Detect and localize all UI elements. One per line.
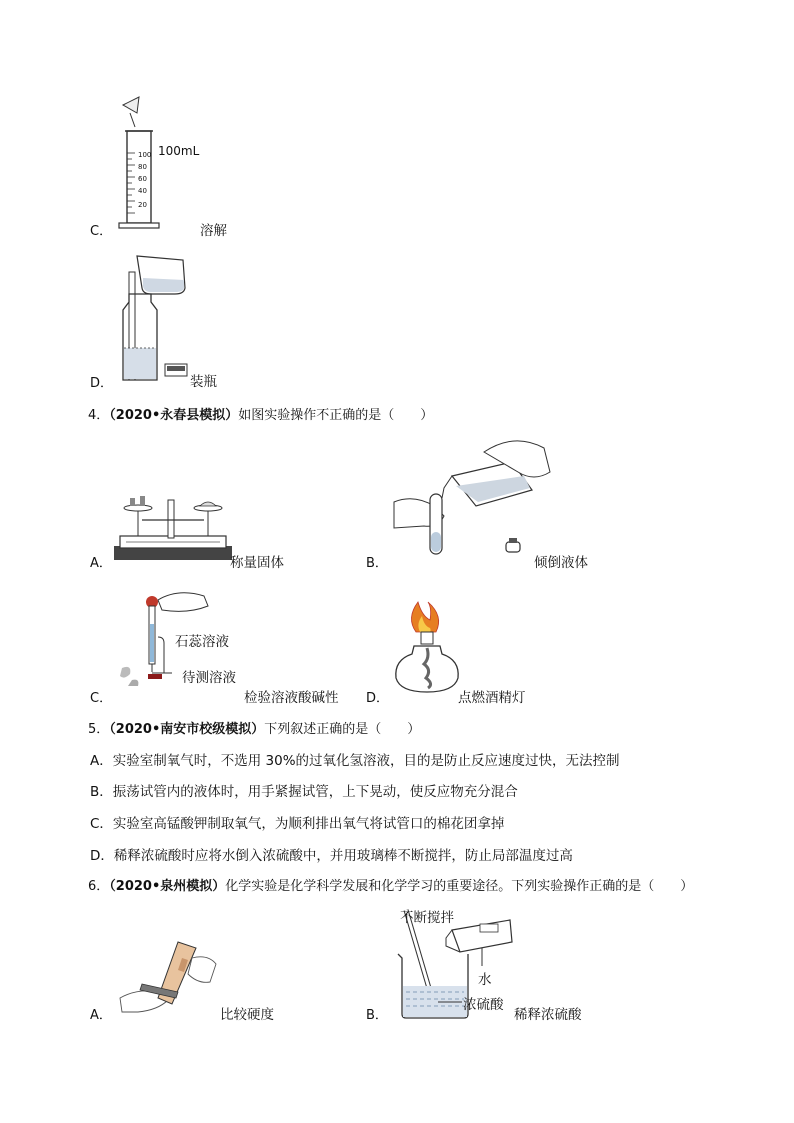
question-text: 如图实验操作不正确的是（ ）	[238, 408, 434, 423]
cylinder-scale-80: 80	[138, 163, 147, 171]
cylinder-scale-60: 60	[138, 175, 147, 183]
water-label: 水	[478, 972, 492, 988]
option-d-letter: D．	[90, 376, 114, 391]
question-number: 5．	[88, 722, 110, 737]
option-d-caption: 点燃酒精灯	[458, 690, 526, 706]
option-b-letter: B．	[366, 556, 388, 571]
q5-option-a: A．实验室制氧气时，不选用 30%的过氧化氢溶液，目的是防止反应速度过快，无法控制	[90, 753, 620, 769]
balance-scale-figure	[112, 486, 237, 566]
option-d-letter: D．	[366, 691, 390, 706]
cylinder-volume-label: 100mL	[158, 144, 200, 158]
stir-continuously-label: 不断搅拌	[400, 910, 454, 926]
cylinder-scale-40: 40	[138, 187, 147, 195]
question-source: （2020•泉州模拟）	[109, 879, 226, 894]
option-a-letter: A．	[90, 556, 112, 571]
concentrated-sulfuric-acid-label: 浓硫酸	[463, 997, 504, 1013]
option-c-letter: C．	[90, 224, 113, 239]
test-solution-label: 待测溶液	[182, 670, 236, 686]
option-b-caption: 稀释浓硫酸	[514, 1007, 582, 1023]
question-text: 下列叙述正确的是（ ）	[264, 722, 421, 737]
option-c-letter: C．	[90, 691, 113, 706]
question-4-stem	[88, 404, 433, 423]
option-d-caption: 装瓶	[190, 374, 217, 390]
graduated-cylinder-figure	[115, 95, 195, 230]
litmus-solution-label: 石蕊溶液	[175, 634, 229, 650]
option-a-caption: 比较硬度	[220, 1007, 274, 1023]
option-a-letter: A．	[90, 1008, 112, 1023]
cylinder-scale-100: 100	[138, 151, 152, 159]
option-c-caption: 检验溶液酸碱性	[244, 690, 339, 706]
option-a-caption: 称量固体	[230, 555, 284, 571]
hardness-compare-figure	[118, 938, 218, 1023]
pouring-liquid-figure	[394, 432, 554, 562]
q5-option-c: C．实验室高锰酸钾制取氧气，为顺利排出氧气将试管口的棉花团拿掉	[90, 816, 505, 832]
question-text: 化学实验是化学科学发展和化学学习的重要途径。下列实验操作正确的是（ ）	[225, 879, 694, 894]
question-5-stem	[88, 718, 420, 737]
option-c-caption: 溶解	[200, 223, 227, 239]
alcohol-lamp-figure	[392, 598, 462, 696]
question-number: 4．	[88, 408, 110, 423]
question-number: 6．	[88, 879, 110, 894]
question-6-stem	[88, 875, 693, 894]
option-b-letter: B．	[366, 1008, 388, 1023]
cylinder-scale-20: 20	[138, 201, 147, 209]
option-b-caption: 倾倒液体	[534, 555, 588, 571]
bottling-figure	[115, 252, 195, 387]
question-source: （2020•南安市校级模拟）	[109, 722, 265, 737]
q5-option-b: B．振荡试管内的液体时，用手紧握试管，上下晃动，使反应物充分混合	[90, 784, 518, 800]
question-source: （2020•永春县模拟）	[109, 408, 239, 423]
q5-option-d: D．稀释浓硫酸时应将水倒入浓硫酸中，并用玻璃棒不断搅拌，防止局部温度过高	[90, 848, 573, 864]
